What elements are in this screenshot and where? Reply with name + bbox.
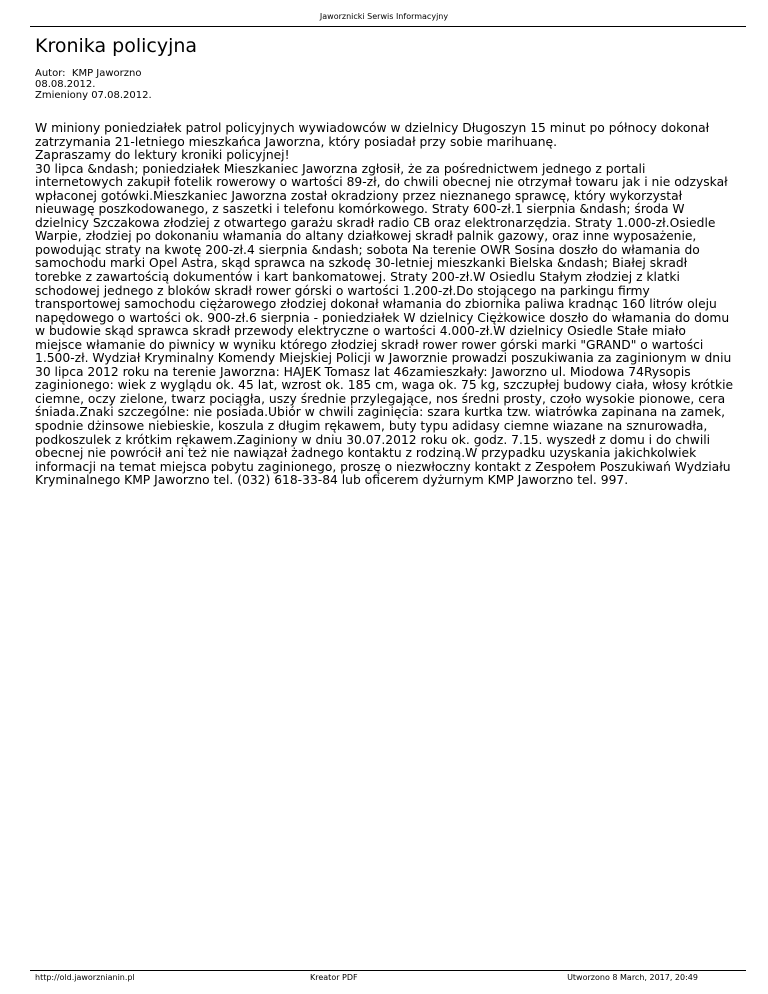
modified-date: Zmieniony 07.08.2012. (35, 90, 152, 101)
publish-date: 08.08.2012. (35, 79, 96, 90)
footer-url-link[interactable]: http://old.jaworznianin.pl (35, 973, 135, 982)
footer-divider (30, 970, 746, 971)
article-chronicle: 30 lipca &ndash; poniedziałek Mieszkaniec Jaworzna zgłosił, że za pośrednictwem jednego z portali internetowych zakupił fotelik rowerowy o wartości 89-zł, do chwili obecnej nie otrzymał towaru jak i nie odzyskał wpłaconej gotówki.Mieszkaniec Jaworzna został okradziony przez nieznanego sprawcę, który wykorzystał nieuwagę poszkodowanego, z saszetki i telefonu komórkowego. Straty 600-zł.1 sierpnia &ndash; środa W dzielnicy Szczakowa złodziej z otwartego garażu skradł radio CB oraz elektronarzędzia. Straty 1.000-zł.Osiedle Warpie, złodziej po dokonaniu włamania do altany działkowej skradł palnik gazowy, oraz inne wyposażenie, powodując straty na kwotę 200-zł.4 sierpnia &ndash; sobota Na terenie OWR Sosina doszło do włamania do samochodu marki Opel Astra, skąd sprawca na szkodę 30-letniej mieszkanki Bielska &ndash; Białej skradł torebke z zawartością dokumentów i kart bankomatowej. Straty 200-zł.W Osiedlu Stałym złodziej z klatki schodowej jednego z bloków skradł rower górski o wartości 1.200-zł.Do stojącego na parkingu firmy transportowej samochodu ciężarowego złodziej dokonał włamania do zbiornika paliwa kradnąc 160 litrów oleju napędowego o wartości ok. 900-zł.6 sierpnia - poniedziałek W dzielnicy Ciężkowice doszło do włamania do domu w budowie skąd sprawca skradł przewody elektryczne o wartości 4.000-zł.W dzielnicy Osiedle Stałe miało miejsce włamanie do piwnicy w wyniku którego złodziej skradł rower rower górski marki "GRAND" o wartości 1.500-zł. Wydział Kryminalny Komendy Miejskiej Policji w Jaworznie prowadzi poszukiwania za zaginionym w dniu 30 lipca 2012 roku na terenie Jaworzna: HAJEK Tomasz lat 46zamieszkały: Jaworzno ul. Miodowa 74Rysopis zaginionego: wiek z wyglądu ok. 45 lat, wzrost ok. 185 cm, waga ok. 75 kg, szczupłej budowy ciała, włosy krótkie ciemne, oczy zielone, twarz pociągła, uszy średnie przylegające, nos średni prosty, czoło wysokie pionowe, cera śniada.Znaki szczególne: nie posiada.Ubiór w chwili zaginięcia: szara kurtka tzw. wiatrówka zapinana na zamek, spodnie dżinsowe niebieskie, koszula z długim rękawem, buty typu adidasy ciemne wiazane na sznurowadła, podkoszulek z krótkim rękawem.Zaginiony w dniu 30.07.2012 roku ok. godz. 7.15. wyszedł z domu i do chwili obecnej nie powrócił ani też nie nawiązał żadnego kontaktu z rodziną.W przypadku uzyskania jakichkolwiek informacji na temat miejsca pobytu zaginionego, proszę o niezwłoczny kontakt z Zespołem Poszukiwań Wydziału Kryminalnego KMP Jaworzno tel. (032) 618-33-84 lub oficerem dyżurnym KMP Jaworzno tel. 997. (35, 161, 734, 488)
site-name: Jaworznicki Serwis Informacyjny (319, 12, 449, 21)
article-body (35, 122, 735, 488)
footer-generator: Kreator PDF (310, 973, 358, 982)
author-line: Autor: KMP Jaworzno (35, 68, 142, 79)
article-lead: W miniony poniedziałek patrol policyjnych wywiadowców w dzielnicy Długoszyn 15 minut po północy dokonał zatrzymania 21-letniego mieszkańca Jaworzna, który posiadał przy sobie marihuanę. (35, 121, 710, 149)
article-invitation: Zapraszamy do lektury kroniki policyjnej! (35, 148, 290, 163)
article-title: Kronika policyjna (35, 35, 198, 57)
page-header (0, 12, 768, 22)
article-meta (35, 68, 152, 101)
page-footer (0, 973, 768, 985)
header-divider (30, 26, 746, 27)
footer-created-date: Utworzono 8 March, 2017, 20:49 (567, 973, 698, 982)
